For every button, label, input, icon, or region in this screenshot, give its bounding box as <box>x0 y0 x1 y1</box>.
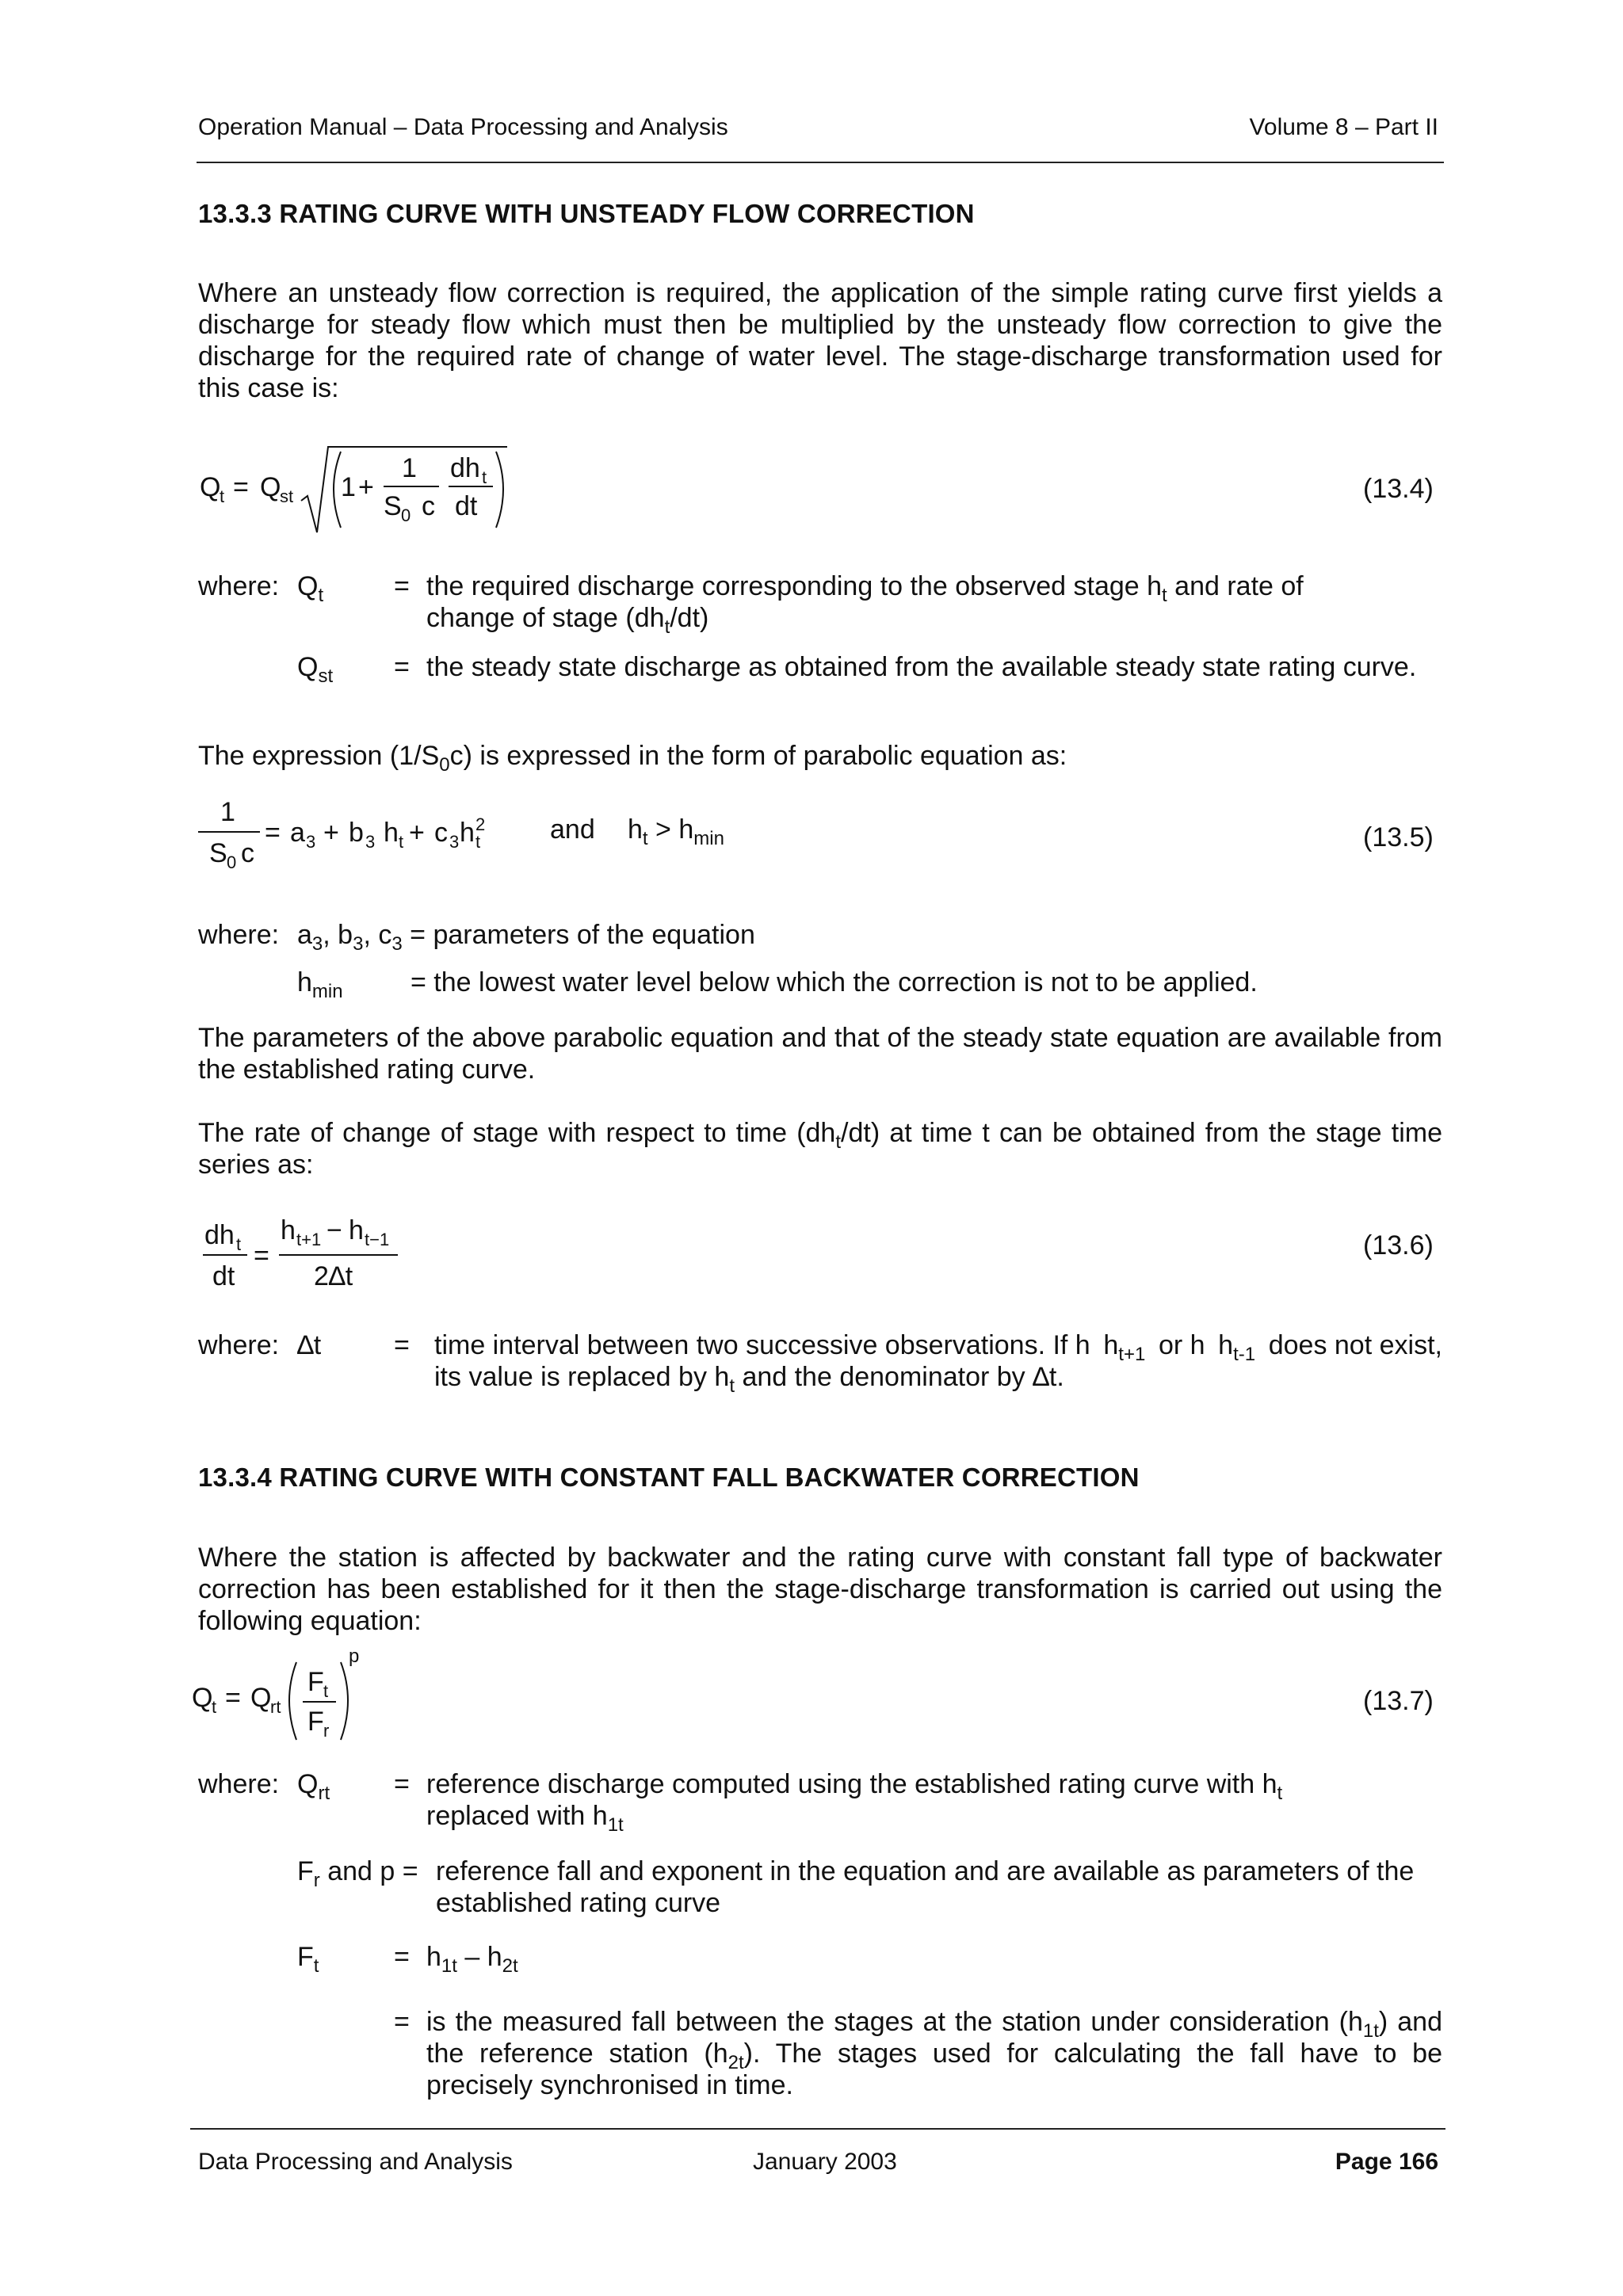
symbol-fr-and-p: $F_r$ and p = <box>297 1856 418 1891</box>
equation-number-13-5: (13.5) <box>1363 822 1434 852</box>
svg-text:dh: dh <box>450 453 480 483</box>
footer-left: Data Processing and Analysis <box>198 2149 513 2175</box>
svg-text:S: S <box>384 491 402 521</box>
svg-text:t: t <box>323 1681 329 1701</box>
svg-text:rt: rt <box>270 1697 281 1717</box>
svg-text:dh: dh <box>204 1220 235 1250</box>
svg-text:1: 1 <box>402 453 417 483</box>
svg-text:S: S <box>209 838 227 868</box>
svg-text:0: 0 <box>227 852 237 872</box>
equals-sign: = <box>394 1330 410 1360</box>
svg-text:Q: Q <box>200 472 221 502</box>
svg-text:=: = <box>225 1683 241 1713</box>
svg-text:=: = <box>265 818 281 848</box>
svg-text:+: + <box>323 818 339 848</box>
svg-text:3: 3 <box>306 832 316 852</box>
svg-text:h: h <box>384 818 399 848</box>
parameters-paragraph: The parameters of the above parabolic equation and that of the steady state equation are available from the established rating curve. <box>198 1023 1442 1085</box>
svg-text:3: 3 <box>365 832 376 852</box>
svg-text:F: F <box>307 1667 324 1697</box>
qst-description: the steady state discharge as obtained from the available steady state rating curve. <box>426 652 1417 682</box>
symbol-qst: $Q_{st}$ <box>297 652 334 687</box>
svg-text:+: + <box>409 818 425 848</box>
equation-13-4 <box>200 444 596 539</box>
svg-text:p: p <box>349 1651 360 1667</box>
svg-text:Q: Q <box>250 1683 272 1713</box>
where-label: where: <box>198 571 280 601</box>
svg-text:c: c <box>241 838 254 868</box>
symbol-hmin: $h_{min}$ <box>297 967 343 1002</box>
and-word: and <box>550 814 595 845</box>
symbol-delta-t: ∆t <box>297 1330 322 1360</box>
fr-p-description: reference fall and exponent in the equation and are available as parameters of the established rating curve <box>436 1856 1415 1918</box>
hmin-description: = the lowest water level below which the correction is not to be applied. <box>411 967 1258 997</box>
svg-text:=: = <box>233 472 249 502</box>
equals-sign: = <box>394 1769 410 1799</box>
svg-text:dt: dt <box>455 491 478 521</box>
header-right: Volume 8 – Part II <box>1249 114 1438 140</box>
condition-ht-hmin: $h_t > h_{min}$ <box>628 814 724 849</box>
svg-text:t: t <box>475 832 481 852</box>
svg-text:0: 0 <box>401 505 411 525</box>
ft-definition: $h_{1t} - h_{2t}$ <box>426 1942 518 1977</box>
svg-text:3: 3 <box>449 832 460 852</box>
footer-center: January 2003 <box>753 2149 897 2175</box>
equation-13-7-graphic <box>190 1651 396 1754</box>
svg-text:c: c <box>422 491 435 521</box>
header-left: Operation Manual – Data Processing and Analysis <box>198 114 728 140</box>
where-label: where: <box>198 920 280 950</box>
svg-text:2: 2 <box>475 814 486 834</box>
equation-number-13-7: (13.7) <box>1363 1686 1434 1716</box>
equation-13-6-graphic <box>203 1212 441 1299</box>
section-title-13-3-3: 13.3.3 RATING CURVE WITH UNSTEADY FLOW CORRECTION <box>198 199 975 228</box>
svg-text:t+1: t+1 <box>296 1230 322 1249</box>
svg-text:a: a <box>290 818 305 848</box>
equals-sign: = <box>394 1942 410 1972</box>
equals-sign: = <box>394 2007 410 2037</box>
fall-description: is the measured fall between the stages at the station under consideration $(h_{1t})$ and the reference station $(h_{2t})$. The stages used for calculating the fall have to be precisely synchronised in time. <box>426 2007 1442 2100</box>
svg-text:t: t <box>220 486 225 506</box>
qrt-description: reference discharge computed using the established rating curve with $h_t$ replaced with $h_{1t}$ <box>426 1769 1283 1836</box>
where-label: where: <box>198 1769 280 1799</box>
equals-sign: = <box>394 571 410 601</box>
intro-paragraph-backwater: Where the station is affected by backwater and the rating curve with constant fall type of backwater correction has been established for it then the stage-discharge transformation is carried out using the following equation: <box>198 1543 1442 1636</box>
intro-paragraph-unsteady: Where an unsteady flow correction is required, the application of the simple rating curve first yields a discharge for steady flow which must then be multiplied by the unsteady flow correction to give the discharge for the required rate of change of water level. The stage-discharge transformation used for this case is: <box>198 278 1442 403</box>
equation-13-6 <box>203 1212 441 1299</box>
rate-paragraph: The rate of change of stage with respect to time $(dh_t/dt)$ at time t can be obtained from the stage time series as: <box>198 1118 1442 1180</box>
equation-number-13-4: (13.4) <box>1363 474 1434 504</box>
svg-text:2∆t: 2∆t <box>314 1261 353 1291</box>
svg-text:h: h <box>281 1215 296 1245</box>
svg-text:r: r <box>323 1721 330 1741</box>
section-title-13-3-4: 13.3.4 RATING CURVE WITH CONSTANT FALL BACKWATER CORRECTION <box>198 1463 1140 1492</box>
svg-text:1: 1 <box>220 797 235 827</box>
svg-text:=: = <box>254 1241 269 1271</box>
svg-text:Q: Q <box>192 1683 213 1713</box>
symbol-qrt: $Q_{rt}$ <box>297 1769 330 1804</box>
svg-text:dt: dt <box>212 1261 235 1291</box>
svg-text:h: h <box>349 1215 364 1245</box>
svg-text:−: − <box>327 1215 342 1245</box>
symbol-ft: $F_t$ <box>297 1942 319 1977</box>
footer-rule <box>190 2128 1445 2130</box>
qt-description: the required discharge corresponding to the observed stage $h_t$ and rate of change of stage $(dh_t/dt)$ <box>426 571 1304 638</box>
svg-text:F: F <box>307 1707 324 1737</box>
svg-text:t: t <box>212 1697 217 1717</box>
svg-text:t: t <box>236 1234 242 1254</box>
svg-text:Q: Q <box>260 472 281 502</box>
svg-text:b: b <box>349 818 364 848</box>
symbol-qt: $Q_t$ <box>297 571 324 606</box>
svg-text:t−1: t−1 <box>365 1230 390 1249</box>
svg-text:st: st <box>280 486 294 506</box>
equation-number-13-6: (13.6) <box>1363 1230 1434 1261</box>
where-label: where: <box>198 1330 280 1360</box>
svg-text:t: t <box>399 832 404 852</box>
header-rule <box>197 162 1444 163</box>
svg-text:1: 1 <box>341 472 356 502</box>
equation-13-4-graphic <box>200 444 612 539</box>
delta-t-description: time interval between two successive observations. If h $h_{t+1}$ or h $h_{t-1}$ does not exist, its value is replaced by $h_t$ and the denominator by ∆t. <box>434 1330 1442 1397</box>
svg-text:+: + <box>358 472 374 502</box>
svg-text:h: h <box>460 818 475 848</box>
svg-text:c: c <box>434 818 448 848</box>
equals-sign: = <box>394 652 410 682</box>
svg-text:t: t <box>482 467 487 487</box>
parameters-definition: $a_3$, $b_3$, $c_3$ = parameters of the equation <box>297 920 755 955</box>
footer-page-number: Page 166 <box>1335 2149 1438 2175</box>
equation-13-7 <box>190 1651 396 1754</box>
expression-paragraph: The expression $(1/S_0c)$ is expressed in the form of parabolic equation as: <box>198 741 1067 776</box>
